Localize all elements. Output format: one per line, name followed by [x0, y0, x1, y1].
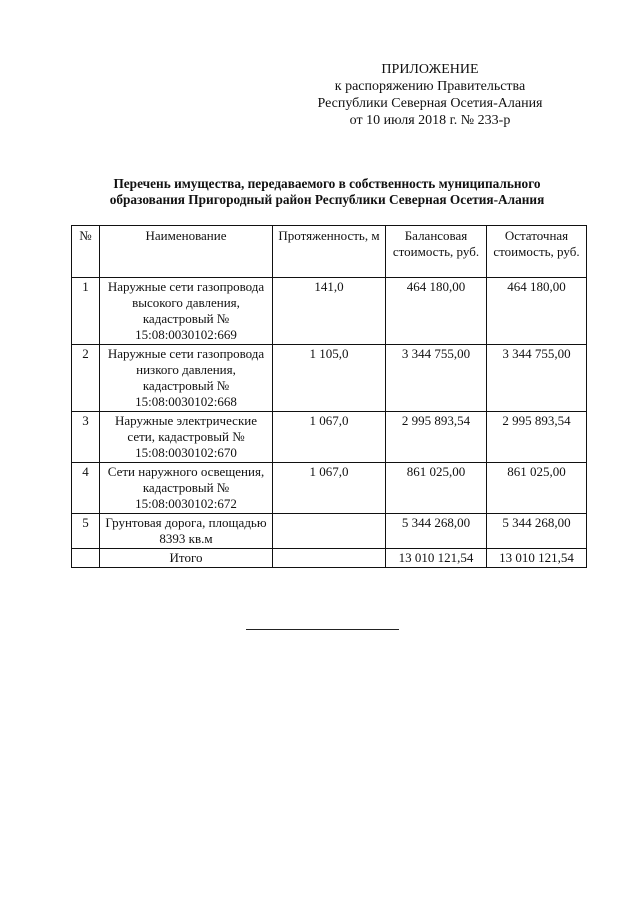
closing-divider: [246, 629, 399, 630]
row-length: 1 067,0: [273, 412, 386, 463]
row-length: [273, 514, 386, 549]
row-balance: 464 180,00: [386, 278, 487, 345]
title-line-1: Перечень имущества, передаваемого в собственность муниципального: [113, 176, 541, 191]
row-residual: 2 995 893,54: [487, 412, 587, 463]
header-length: Протяженность, м: [273, 226, 386, 278]
row-balance: 5 344 268,00: [386, 514, 487, 549]
table-total-row: [72, 549, 587, 568]
row-name: Наружные сети газопровода низкого давления, кадастровый № 15:08:0030102:668: [100, 345, 273, 412]
row-num: 1: [72, 278, 100, 345]
header-num: №: [72, 226, 100, 278]
row-num: 5: [72, 514, 100, 549]
row-balance: 861 025,00: [386, 463, 487, 514]
table-header-row: [72, 226, 587, 278]
header-residual: Остаточная стоимость, руб.: [487, 226, 587, 278]
row-name: Наружные электрические сети, кадастровый № 15:08:0030102:670: [100, 412, 273, 463]
total-num-empty: [72, 549, 100, 568]
table-row: [72, 463, 587, 514]
total-residual: 13 010 121,54: [487, 549, 587, 568]
row-residual: 464 180,00: [487, 278, 587, 345]
appendix-heading: ПРИЛОЖЕНИЕ: [381, 62, 479, 77]
document-title: [70, 176, 584, 208]
row-num: 3: [72, 412, 100, 463]
title-line-2: образования Пригородный район Республики Северная Осетия-Алания: [109, 192, 545, 207]
table-row: [72, 412, 587, 463]
total-length-empty: [273, 549, 386, 568]
appendix-order-line: к распоряжению Правительства: [334, 79, 526, 94]
table-row: [72, 345, 587, 412]
appendix-block: [300, 61, 560, 129]
row-length: 141,0: [273, 278, 386, 345]
header-balance: Балансовая стоимость, руб.: [386, 226, 487, 278]
row-name: Грунтовая дорога, площадью 8393 кв.м: [100, 514, 273, 549]
property-table: [71, 225, 587, 568]
appendix-republic-line: Республики Северная Осетия-Алания: [317, 96, 543, 111]
row-residual: 5 344 268,00: [487, 514, 587, 549]
row-length: 1 105,0: [273, 345, 386, 412]
total-label: Итого: [100, 549, 273, 568]
row-num: 2: [72, 345, 100, 412]
table-row: [72, 278, 587, 345]
row-balance: 2 995 893,54: [386, 412, 487, 463]
row-length: 1 067,0: [273, 463, 386, 514]
table-row: [72, 514, 587, 549]
appendix-date-line: от 10 июля 2018 г. № 233-р: [349, 113, 511, 128]
header-name: Наименование: [100, 226, 273, 278]
row-balance: 3 344 755,00: [386, 345, 487, 412]
total-balance: 13 010 121,54: [386, 549, 487, 568]
row-name: Наружные сети газопровода высокого давления, кадастровый № 15:08:0030102:669: [100, 278, 273, 345]
row-residual: 3 344 755,00: [487, 345, 587, 412]
row-num: 4: [72, 463, 100, 514]
row-residual: 861 025,00: [487, 463, 587, 514]
row-name: Сети наружного освещения, кадастровый № 15:08:0030102:672: [100, 463, 273, 514]
